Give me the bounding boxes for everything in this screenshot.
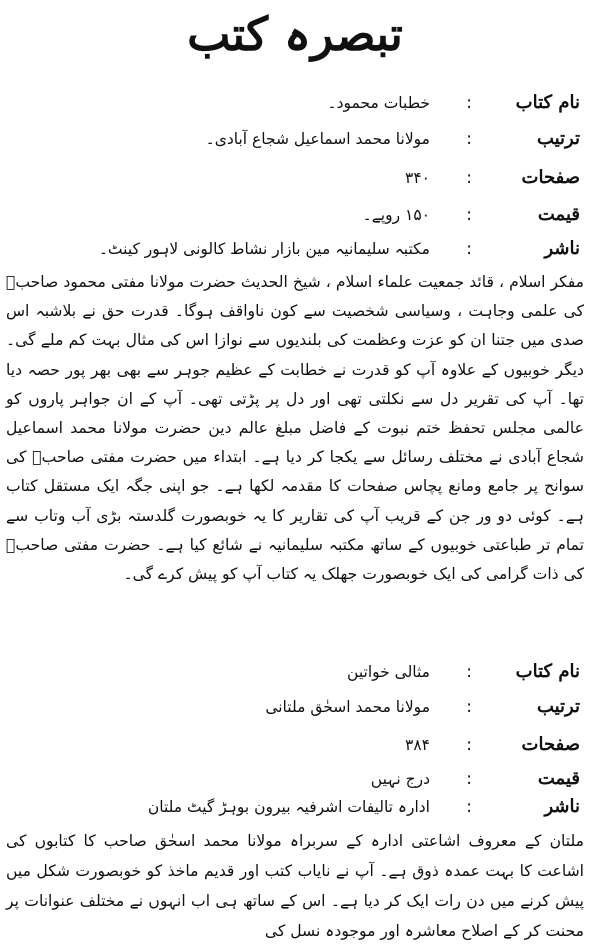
meta-colon: :	[466, 205, 472, 225]
book-1-review: مفکر اسلام ، قائد جمعیت علماء اسلام ، شیخ الحدیث حضرت مولانا مفتی محمود صاحبؒ کی علمی وجاہت ، وسیاسی شخصیت سے کون ناواقف ہوگا۔ قدرت حق نے بلاشبہ اس صدی میں جتنا ان کو عزت وعظمت کی بلندیوں سے نوازا اس کی مثال بہت کم ملے گی۔ دیگر خوبیوں کے علاوہ آپ کو قدرت نے خطابت کے عظیم جوہر سے بھی بھر پور حصہ دیا تھا۔ آپ کی تقریر دل سے نکلتی تھی اور دل پر پڑتی تھی۔ آپ کے ان جواہر پاروں کو عالمی مجلس تحفظ ختم نبوت کے فاضل مبلغ عالم دین حضرت مولانا محمد اسماعیل شجاع آبادی نے مختلف رسائل سے یکجا کر دیا ہے۔ ابتداء میں حضرت مفتی صاحبؒ کی سوانح پر جامع ومانع پچاس صفحات کا مقدمہ لکھا ہے۔ جو اپنی جگہ ایک مستقل کتاب ہے۔ کوئی دو ور جن کے قریب آپ کی تقاریر کا یہ خوبصورت گلدستہ بڑی آب وتاب سے تمام تر طباعتی خوبیوں کے ساتھ مکتبہ سلیمانیہ نے شائع کیا ہے۔ حضرت مفتی صاحبؒ کی ذات گرامی کی ایک خوبصورت جھلک یہ کتاب آپ کو پیش کرے گی۔	[6, 273, 584, 584]
meta-value: مثالی خواتین	[347, 663, 430, 681]
meta-label: ترتیب	[536, 128, 580, 149]
meta-row-title	[20, 657, 580, 687]
meta-value: ادارہ تالیفات اشرفیہ بیرون بوہڑ گیٹ ملتان	[147, 798, 430, 816]
meta-value: ۱۵۰ روپے۔	[362, 206, 430, 224]
meta-value: مولانا محمد اسحٰق ملتانی	[265, 698, 430, 716]
page-title: تبصرہ کتب	[187, 7, 403, 61]
meta-colon: :	[466, 129, 472, 149]
meta-row-price	[20, 200, 580, 230]
meta-label: ترتیب	[536, 696, 580, 717]
meta-row-compiler	[20, 124, 580, 154]
meta-label: صفحات	[521, 167, 580, 188]
meta-colon: :	[466, 797, 472, 817]
meta-row-price	[20, 764, 580, 794]
meta-row-title	[20, 88, 580, 118]
meta-value: درج نہیں	[370, 770, 430, 788]
meta-colon: :	[466, 697, 472, 717]
meta-label: صفحات	[521, 734, 580, 755]
meta-value: مکتبہ سلیمانیہ مین بازار نشاط کالونی لاہور کینٹ۔	[98, 240, 430, 258]
meta-row-publisher	[20, 792, 580, 822]
meta-colon: :	[466, 239, 472, 259]
book-2-review: ملتان کے معروف اشاعتی ادارہ کے سربراہ مولانا محمد اسحٰق صاحب کا کتابوں کی اشاعت کا بہت عمدہ ذوق ہے۔ آپ نے نایاب کتب اور قدیم ماخذ کو خوبصورت شکل میں پیش کرنے میں دن رات ایک کر دیا ہے۔ اس کے ساتھ ہی اب انہوں نے مختلف عنوانات پر محنت کر کے اصلاح معاشرہ اور موجودہ نسل کی	[6, 832, 584, 940]
meta-colon: :	[466, 168, 472, 188]
meta-row-publisher	[20, 234, 580, 264]
meta-value: مولانا محمد اسماعیل شجاع آبادی۔	[205, 130, 430, 148]
meta-value: ۳۸۴	[405, 736, 430, 754]
meta-colon: :	[466, 769, 472, 789]
meta-row-pages	[20, 163, 580, 193]
meta-colon: :	[466, 662, 472, 682]
meta-value: خطبات محمود۔	[327, 94, 430, 112]
meta-row-compiler	[20, 692, 580, 722]
meta-value: ۳۴۰	[405, 169, 430, 187]
meta-colon: :	[466, 735, 472, 755]
meta-label: نام کتاب	[515, 661, 580, 682]
meta-row-pages	[20, 730, 580, 760]
meta-colon: :	[466, 93, 472, 113]
meta-label: ناشر	[544, 238, 580, 259]
meta-label: قیمت	[537, 768, 580, 789]
meta-label: قیمت	[537, 204, 580, 225]
meta-label: ناشر	[544, 796, 580, 817]
meta-label: نام کتاب	[515, 92, 580, 113]
